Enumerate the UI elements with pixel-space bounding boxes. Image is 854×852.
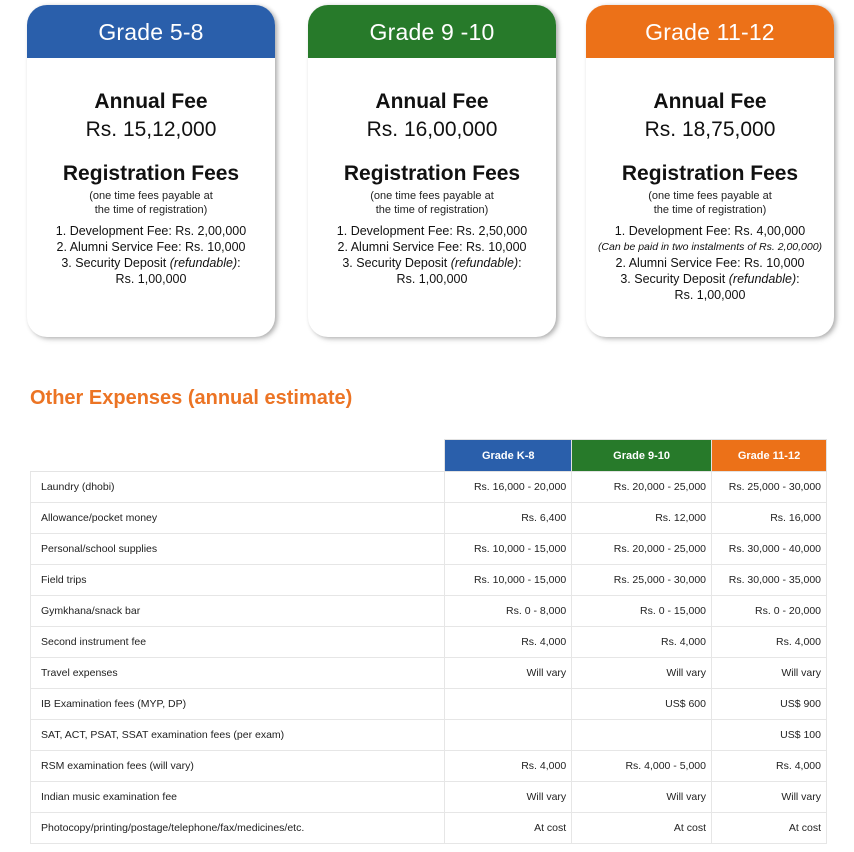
expense-item: Gymkhana/snack bar (31, 596, 445, 627)
registration-note-line-2: the time of registration) (375, 204, 489, 216)
expense-item: Personal/school supplies (31, 534, 445, 565)
cost-11-12: Rs. 30,000 - 35,000 (712, 565, 827, 596)
other-expenses-title: Other Expenses (annual estimate) (30, 387, 353, 409)
table-row (31, 751, 827, 782)
registration-note-line-1: (one time fees payable at (370, 190, 494, 202)
cost-9-10: Rs. 12,000 (572, 503, 712, 534)
cost-k-8: Rs. 4,000 (445, 751, 572, 782)
refundable-note: (refundable) (169, 256, 238, 270)
development-fee: 1. Development Fee: Rs. 2,00,000 (55, 224, 247, 238)
cost-9-10 (572, 720, 712, 751)
table-row (31, 472, 827, 503)
security-deposit-amount: Rs. 1,00,000 (674, 288, 746, 302)
card-header: Grade 5-8 (27, 5, 275, 58)
annual-fee-label: Annual Fee (94, 90, 208, 113)
development-fee: 1. Development Fee: Rs. 2,50,000 (336, 224, 528, 238)
cost-9-10: Will vary (572, 658, 712, 689)
cost-11-12: Rs. 4,000 (712, 751, 827, 782)
cost-11-12: US$ 900 (712, 689, 827, 720)
cost-11-12: Will vary (712, 658, 827, 689)
cost-9-10: Rs. 20,000 - 25,000 (572, 472, 712, 503)
annual-fee-value: Rs. 16,00,000 (366, 118, 498, 141)
refundable-note: (refundable) (450, 256, 519, 270)
colon: : (237, 256, 241, 270)
cost-k-8: Rs. 10,000 - 15,000 (445, 565, 572, 596)
cost-k-8: Rs. 4,000 (445, 627, 572, 658)
security-deposit (308, 255, 556, 271)
expense-item: SAT, ACT, PSAT, SSAT examination fees (per exam) (31, 720, 445, 751)
fee-card-grade-5-8 (27, 5, 275, 337)
registration-fee-list (308, 223, 556, 287)
cost-9-10: Will vary (572, 782, 712, 813)
other-expenses-table (30, 439, 827, 844)
fee-card-grade-11-12 (586, 5, 834, 337)
expense-item: Travel expenses (31, 658, 445, 689)
development-fee: 1. Development Fee: Rs. 4,00,000 (614, 224, 806, 238)
table-row (31, 534, 827, 565)
security-deposit (27, 255, 275, 271)
header-grade-k-8: Grade K-8 (445, 440, 572, 472)
cost-k-8: Rs. 6,400 (445, 503, 572, 534)
cost-k-8 (445, 689, 572, 720)
table-row (31, 596, 827, 627)
cost-9-10: Rs. 25,000 - 30,000 (572, 565, 712, 596)
development-fee-instalment-note: (Can be paid in two instalments of Rs. 2,00,000) (597, 241, 823, 253)
card-body (27, 58, 275, 287)
registration-note (586, 189, 834, 217)
security-deposit-amount: Rs. 1,00,000 (396, 272, 468, 286)
table-row (31, 658, 827, 689)
cost-11-12: Rs. 30,000 - 40,000 (712, 534, 827, 565)
cost-k-8 (445, 720, 572, 751)
cost-9-10: Rs. 20,000 - 25,000 (572, 534, 712, 565)
card-header: Grade 9 -10 (308, 5, 556, 58)
registration-note-line-2: the time of registration) (94, 204, 208, 216)
cost-k-8: Rs. 16,000 - 20,000 (445, 472, 572, 503)
table-row (31, 565, 827, 596)
colon: : (518, 256, 522, 270)
expense-item: Allowance/pocket money (31, 503, 445, 534)
cost-11-12: At cost (712, 813, 827, 844)
cost-11-12: Rs. 0 - 20,000 (712, 596, 827, 627)
expense-item: IB Examination fees (MYP, DP) (31, 689, 445, 720)
table-header-row (31, 440, 827, 472)
cost-k-8: Will vary (445, 782, 572, 813)
table-row (31, 689, 827, 720)
annual-fee-label: Annual Fee (375, 90, 489, 113)
expense-item: Photocopy/printing/postage/telephone/fax/medicines/etc. (31, 813, 445, 844)
cost-9-10: Rs. 4,000 (572, 627, 712, 658)
registration-fee-list (586, 223, 834, 303)
cost-k-8: Rs. 10,000 - 15,000 (445, 534, 572, 565)
annual-fee-label: Annual Fee (653, 90, 767, 113)
cost-9-10: At cost (572, 813, 712, 844)
colon: : (796, 272, 800, 286)
annual-fee-value: Rs. 18,75,000 (644, 118, 776, 141)
registration-note-line-2: the time of registration) (653, 204, 767, 216)
header-grade-11-12: Grade 11-12 (712, 440, 827, 472)
security-deposit (586, 271, 834, 287)
expense-item: Field trips (31, 565, 445, 596)
expense-item: Second instrument fee (31, 627, 445, 658)
table-row (31, 503, 827, 534)
expense-item: Laundry (dhobi) (31, 472, 445, 503)
security-deposit-label: 3. Security Deposit (61, 256, 170, 270)
header-blank-cell (31, 440, 445, 472)
registration-note-line-1: (one time fees payable at (648, 190, 772, 202)
alumni-service-fee: 2. Alumni Service Fee: Rs. 10,000 (615, 256, 805, 270)
refundable-note: (refundable) (728, 272, 797, 286)
table-row (31, 782, 827, 813)
cost-9-10: US$ 600 (572, 689, 712, 720)
cost-11-12: Will vary (712, 782, 827, 813)
table-row (31, 813, 827, 844)
cost-k-8: Will vary (445, 658, 572, 689)
registration-note (27, 189, 275, 217)
registration-note (308, 189, 556, 217)
expense-item: RSM examination fees (will vary) (31, 751, 445, 782)
table-row (31, 720, 827, 751)
fee-card-grade-9-10 (308, 5, 556, 337)
alumni-service-fee: 2. Alumni Service Fee: Rs. 10,000 (56, 240, 246, 254)
cost-11-12: Rs. 4,000 (712, 627, 827, 658)
security-deposit-label: 3. Security Deposit (342, 256, 451, 270)
cost-9-10: Rs. 4,000 - 5,000 (572, 751, 712, 782)
cost-11-12: US$ 100 (712, 720, 827, 751)
card-body (586, 58, 834, 303)
registration-fee-list (27, 223, 275, 287)
cost-k-8: At cost (445, 813, 572, 844)
security-deposit-amount: Rs. 1,00,000 (115, 272, 187, 286)
annual-fee-value: Rs. 15,12,000 (85, 118, 217, 141)
cost-11-12: Rs. 25,000 - 30,000 (712, 472, 827, 503)
security-deposit-label: 3. Security Deposit (620, 272, 729, 286)
alumni-service-fee: 2. Alumni Service Fee: Rs. 10,000 (337, 240, 527, 254)
registration-fees-label: Registration Fees (62, 162, 240, 185)
registration-note-line-1: (one time fees payable at (89, 190, 213, 202)
cost-k-8: Rs. 0 - 8,000 (445, 596, 572, 627)
table-row (31, 627, 827, 658)
cost-11-12: Rs. 16,000 (712, 503, 827, 534)
header-grade-9-10: Grade 9-10 (572, 440, 712, 472)
expense-item: Indian music examination fee (31, 782, 445, 813)
card-header: Grade 11-12 (586, 5, 834, 58)
registration-fees-label: Registration Fees (621, 162, 799, 185)
cost-9-10: Rs. 0 - 15,000 (572, 596, 712, 627)
registration-fees-label: Registration Fees (343, 162, 521, 185)
card-body (308, 58, 556, 287)
